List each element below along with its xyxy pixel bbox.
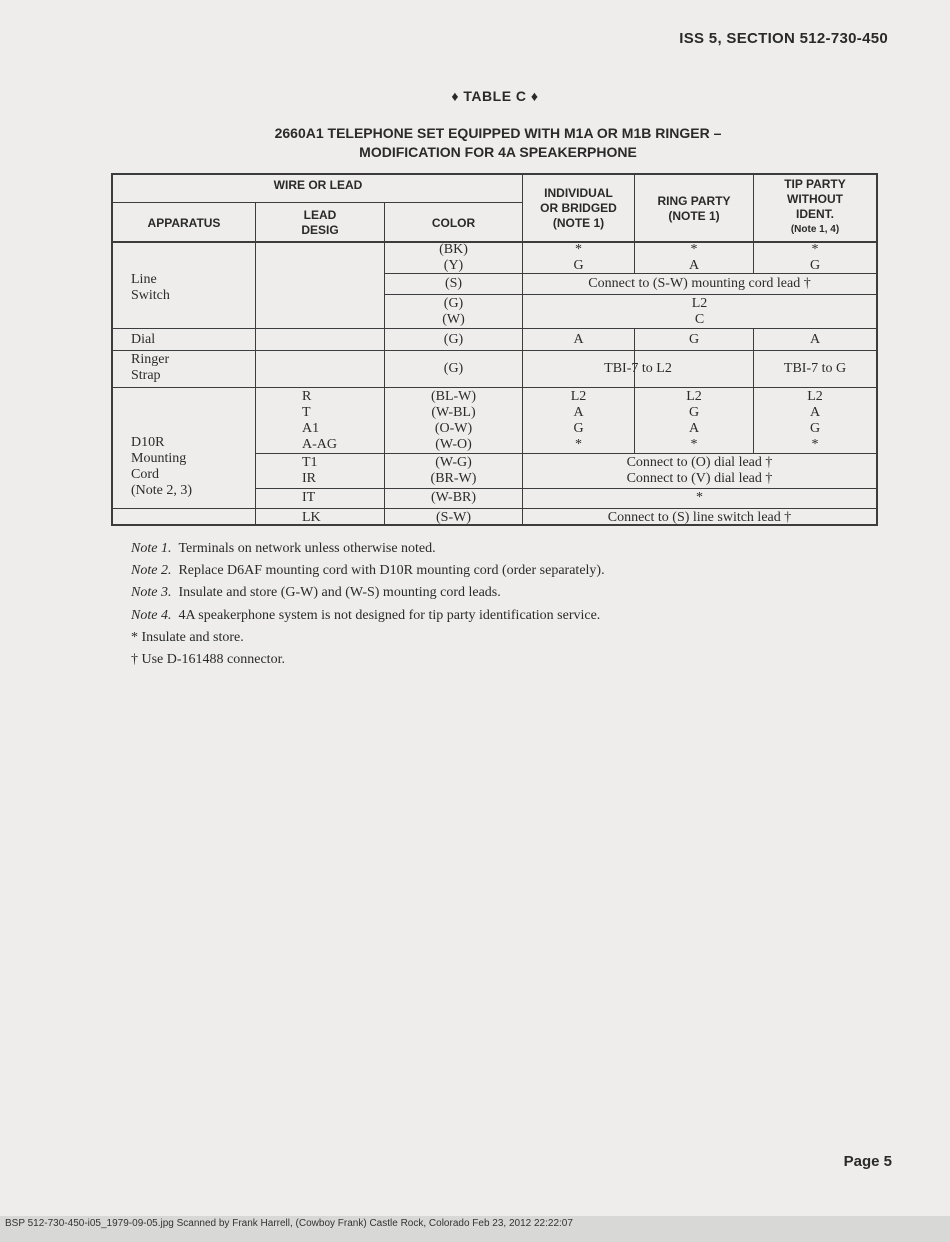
color-o-w: (O-W) [434, 421, 473, 436]
span-v-dial-lead: Connect to (V) dial lead † [626, 471, 773, 486]
apparatus-dial: Dial [131, 332, 156, 347]
apparatus-d10r-line1: D10R [131, 435, 165, 450]
ring-d10r-1: L2 [686, 389, 702, 404]
note-1-label: Note 1. [131, 541, 172, 556]
table-label: ♦ TABLE C ♦ [451, 88, 539, 104]
apparatus-d10r [131, 435, 192, 499]
apparatus-line-switch-line1: Line [131, 272, 157, 287]
header-individual-line2: OR BRIDGED [540, 201, 617, 215]
lead-r: R [302, 389, 312, 404]
apparatus-d10r-line4: (Note 2, 3) [131, 483, 193, 498]
apparatus-ringer-strap-line2: Strap [131, 368, 161, 383]
header-tip-party-line4: (Note 1, 4) [790, 224, 840, 235]
leads-group-2 [302, 455, 318, 487]
tip-d10r-1: L2 [807, 389, 823, 404]
ring-ls-2: A [688, 258, 700, 273]
lead-ir: IR [302, 471, 316, 486]
color-g-w [385, 296, 522, 328]
page-number: Page 5 [843, 1153, 892, 1170]
header-tip-party-line3: IDENT. [795, 207, 834, 221]
tip-group-1 [754, 389, 876, 453]
apparatus-line-switch-line2: Switch [131, 288, 170, 303]
note-3-text: Insulate and store (G-W) and (W-S) mounting cord leads. [178, 585, 501, 601]
apparatus-d10r-line3: Cord [131, 467, 159, 482]
ind-d10r-1: L2 [570, 389, 587, 404]
tip-ls-1: * [811, 242, 819, 257]
tip-dial: A [809, 332, 821, 347]
note-3 [131, 582, 605, 604]
apparatus-line-switch [131, 272, 170, 304]
header-ring-party-line1: RING PARTY [657, 194, 731, 208]
color-s: (S) [444, 276, 463, 291]
header-tip-party-line2: WITHOUT [787, 192, 843, 206]
ring-group-1 [635, 389, 753, 453]
ind-line-switch [523, 242, 634, 274]
header-color: COLOR [431, 216, 476, 230]
color-g: (G) [443, 296, 464, 311]
lead-t1: T1 [302, 455, 318, 470]
header-apparatus: APPARATUS [147, 216, 221, 230]
note-2-label: Note 2. [131, 563, 172, 579]
ring-d10r-2: G [688, 405, 700, 420]
table-title [0, 124, 950, 162]
leads-group-1 [302, 389, 337, 453]
color-bk-y [385, 242, 522, 274]
title-line-2: MODIFICATION FOR 4A SPEAKERPHONE [359, 144, 637, 160]
color-y: (Y) [443, 258, 464, 273]
header-lead-desig-line1: LEAD [303, 208, 337, 222]
color-w-bl: (W-BL) [431, 405, 476, 420]
color-w-g: (W-G) [435, 455, 472, 470]
notes [131, 538, 605, 671]
header-individual [523, 186, 634, 231]
header-tip-party [754, 177, 876, 237]
note-2 [131, 560, 605, 582]
header-lead-desig-line2: DESIG [301, 223, 339, 237]
lead-a-ag: A-AG [302, 437, 337, 452]
tip-d10r-4: * [811, 437, 819, 452]
ind-d10r-4: * [575, 437, 582, 452]
tip-d10r-2: A [809, 405, 821, 420]
ind-ring-ringer-strap: TBI-7 to L2 [604, 361, 672, 376]
ind-d10r-2: A [573, 405, 584, 420]
section-header: ISS 5, SECTION 512-730-450 [679, 30, 888, 47]
color-w-o: (W-O) [435, 437, 472, 452]
gw-2: C [694, 312, 705, 327]
header-ring-party [635, 194, 753, 224]
header-tip-party-line1: TIP PARTY [784, 177, 846, 191]
ring-dial: G [688, 332, 700, 347]
ind-group-1 [523, 389, 634, 453]
lead-t: T [302, 405, 311, 420]
color-dial: (G) [443, 332, 464, 347]
colors-group-1 [385, 389, 522, 453]
apparatus-d10r-line2: Mounting [131, 451, 187, 466]
span-dial-leads [523, 455, 876, 487]
ring-d10r-3: A [688, 421, 700, 436]
header-wire-or-lead: WIRE OR LEAD [273, 178, 363, 192]
footnote-dagger: † Use D-161488 connector. [131, 652, 285, 668]
note-3-label: Note 3. [131, 585, 172, 601]
ind-d10r-3: G [573, 421, 584, 436]
tip-ringer-strap: TBI-7 to G [783, 361, 847, 376]
note-2-text: Replace D6AF mounting cord with D10R mounting cord (order separately). [178, 563, 605, 579]
ind-ls-1: * [575, 242, 582, 257]
span-it: * [696, 490, 703, 505]
note-1 [131, 538, 605, 560]
lead-it: IT [302, 490, 316, 505]
note-1-text: Terminals on network unless otherwise noted. [178, 541, 436, 556]
color-br-w: (BR-W) [430, 471, 477, 486]
color-bl-w: (BL-W) [430, 389, 477, 404]
ind-dial: A [573, 332, 584, 347]
gw-1: L2 [691, 296, 708, 311]
apparatus-ringer-strap-line1: Ringer [131, 352, 170, 367]
footnote-asterisk: * Insulate and store. [131, 629, 244, 645]
ind-ls-2: G [573, 258, 584, 273]
span-o-dial-lead: Connect to (O) dial lead † [626, 455, 773, 470]
header-ring-party-line2: (NOTE 1) [668, 209, 720, 223]
title-line-1: 2660A1 TELEPHONE SET EQUIPPED WITH M1A OR M1B RINGER – [274, 125, 722, 141]
note-4-text: 4A speakerphone system is not designed for tip party identification service. [178, 607, 601, 623]
span-s-connect: Connect to (S-W) mounting cord lead † [588, 276, 811, 291]
ring-d10r-4: * [690, 437, 698, 452]
lead-a1: A1 [302, 421, 320, 436]
ring-ls-1: * [690, 242, 698, 257]
note-4-label: Note 4. [131, 607, 172, 623]
ring-line-switch [635, 242, 753, 274]
color-ringer-strap: (G) [443, 361, 464, 376]
tip-ls-2: G [809, 258, 821, 273]
tip-line-switch [754, 242, 876, 274]
lead-lk: LK [302, 510, 321, 525]
span-lk: Connect to (S) line switch lead † [607, 510, 792, 525]
header-individual-line3: (NOTE 1) [552, 216, 605, 230]
colors-group-2 [385, 455, 522, 487]
scan-footer: BSP 512-730-450-i05_1979-09-05.jpg Scanned by Frank Harrell, (Cowboy Frank) Castle Rock, Colorado Feb 23, 2012 22:22:07 [5, 1218, 573, 1229]
tip-d10r-3: G [809, 421, 821, 436]
color-s-w: (S-W) [436, 510, 471, 525]
color-bk: (BK) [439, 242, 468, 257]
color-w: (W) [442, 312, 465, 327]
header-lead-desig [256, 208, 384, 238]
span-g-w [523, 296, 876, 328]
apparatus-ringer-strap [131, 352, 169, 384]
color-w-br: (W-BR) [430, 490, 477, 505]
note-4 [131, 605, 605, 627]
header-individual-line1: INDIVIDUAL [544, 186, 613, 200]
